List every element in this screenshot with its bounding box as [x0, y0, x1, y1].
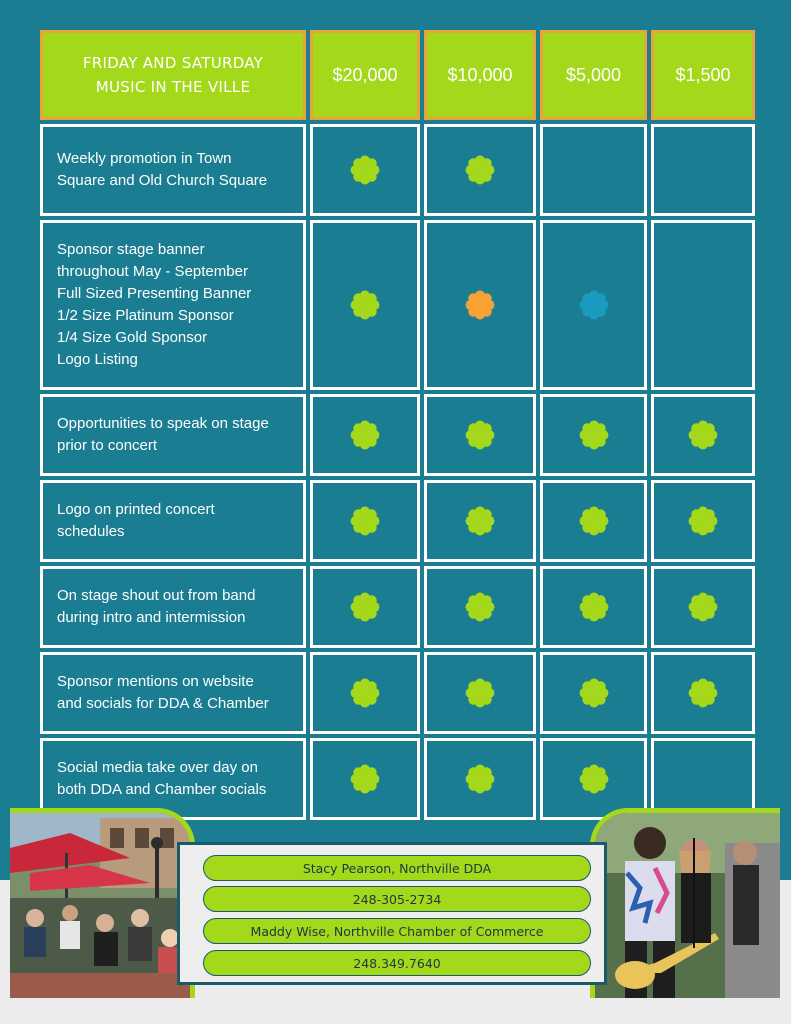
asterisk-icon	[463, 762, 497, 796]
contact-phone-dda[interactable]: 248-305-2734	[203, 886, 591, 912]
tier-price: $1,500	[675, 64, 731, 85]
benefit-tier-cell	[651, 124, 755, 216]
asterisk-icon	[686, 590, 720, 624]
crowd-photo-graphic	[10, 813, 190, 998]
benefit-tier-cell	[424, 652, 536, 734]
tier-price: $10,000	[447, 64, 513, 85]
benefit-label-cell	[40, 480, 306, 562]
benefit-tier-cell	[310, 738, 420, 820]
tier-header	[310, 30, 420, 120]
asterisk-icon	[463, 153, 497, 187]
benefit-tier-cell	[540, 220, 647, 390]
benefit-tier-cell	[424, 566, 536, 648]
crowd-photo	[10, 808, 195, 998]
benefit-tier-cell	[540, 652, 647, 734]
benefit-label: Sponsor mentions on website and socials for DDA & Chamber	[57, 673, 269, 712]
benefit-tier-cell	[651, 220, 755, 390]
asterisk-icon	[577, 504, 611, 538]
tier-header	[424, 30, 536, 120]
benefit-tier-cell	[424, 220, 536, 390]
table-header-title	[40, 30, 306, 120]
contact-name-chamber: Maddy Wise, Northville Chamber of Commerce	[203, 918, 591, 944]
benefit-tier-cell	[651, 394, 755, 476]
tier-price: $20,000	[332, 64, 398, 85]
benefit-tier-cell	[310, 652, 420, 734]
asterisk-icon	[463, 288, 497, 322]
benefit-tier-cell	[651, 480, 755, 562]
asterisk-icon	[463, 418, 497, 452]
tier-header	[540, 30, 647, 120]
benefit-tier-cell	[310, 566, 420, 648]
benefit-label: Opportunities to speak on stage prior to concert	[57, 415, 269, 454]
benefit-tier-cell	[540, 394, 647, 476]
contact-phone-chamber[interactable]: 248.349.7640	[203, 950, 591, 976]
asterisk-icon	[686, 504, 720, 538]
asterisk-icon	[348, 288, 382, 322]
benefit-tier-cell	[310, 480, 420, 562]
asterisk-icon	[577, 288, 611, 322]
asterisk-icon	[577, 590, 611, 624]
contact-box	[177, 842, 607, 985]
benefit-label: Weekly promotion in Town Square and Old Church Square	[57, 150, 268, 189]
benefit-label-cell	[40, 566, 306, 648]
asterisk-icon	[577, 676, 611, 710]
benefit-tier-cell	[540, 566, 647, 648]
benefit-label-cell	[40, 124, 306, 216]
benefit-label: Sponsor stage banner throughout May - September Full Sized Presenting Banner 1/2 Size Platinum Sponsor 1/4 Size Gold Sponsor Logo Listing	[57, 241, 252, 368]
benefit-label-cell	[40, 394, 306, 476]
asterisk-icon	[348, 676, 382, 710]
asterisk-icon	[463, 590, 497, 624]
benefit-label-cell	[40, 220, 306, 390]
benefit-label: On stage shout out from band during intro and intermission	[57, 587, 256, 626]
benefit-label: Social media take over day on both DDA and Chamber socials	[57, 759, 267, 798]
asterisk-icon	[348, 153, 382, 187]
asterisk-icon	[577, 418, 611, 452]
tier-header	[651, 30, 755, 120]
asterisk-icon	[348, 590, 382, 624]
asterisk-icon	[348, 418, 382, 452]
band-photo-graphic	[595, 813, 780, 998]
benefit-tier-cell	[424, 124, 536, 216]
benefit-tier-cell	[424, 480, 536, 562]
contact-name-dda: Stacy Pearson, Northville DDA	[203, 855, 591, 881]
benefit-tier-cell	[424, 738, 536, 820]
benefit-tier-cell	[651, 652, 755, 734]
benefit-label: Logo on printed concert schedules	[57, 501, 215, 540]
benefit-tier-cell	[310, 220, 420, 390]
asterisk-icon	[577, 762, 611, 796]
benefit-tier-cell	[540, 480, 647, 562]
tier-price: $5,000	[565, 64, 622, 85]
benefit-tier-cell	[424, 394, 536, 476]
asterisk-icon	[463, 504, 497, 538]
asterisk-icon	[348, 762, 382, 796]
band-photo	[590, 808, 780, 998]
asterisk-icon	[463, 676, 497, 710]
benefit-tier-cell	[651, 566, 755, 648]
benefit-tier-cell	[310, 124, 420, 216]
benefit-tier-cell	[310, 394, 420, 476]
benefit-tier-cell	[540, 124, 647, 216]
asterisk-icon	[348, 504, 382, 538]
benefit-label-cell	[40, 652, 306, 734]
asterisk-icon	[686, 418, 720, 452]
asterisk-icon	[686, 676, 720, 710]
table-title: FRIDAY AND SATURDAY MUSIC IN THE VILLE	[82, 54, 264, 96]
